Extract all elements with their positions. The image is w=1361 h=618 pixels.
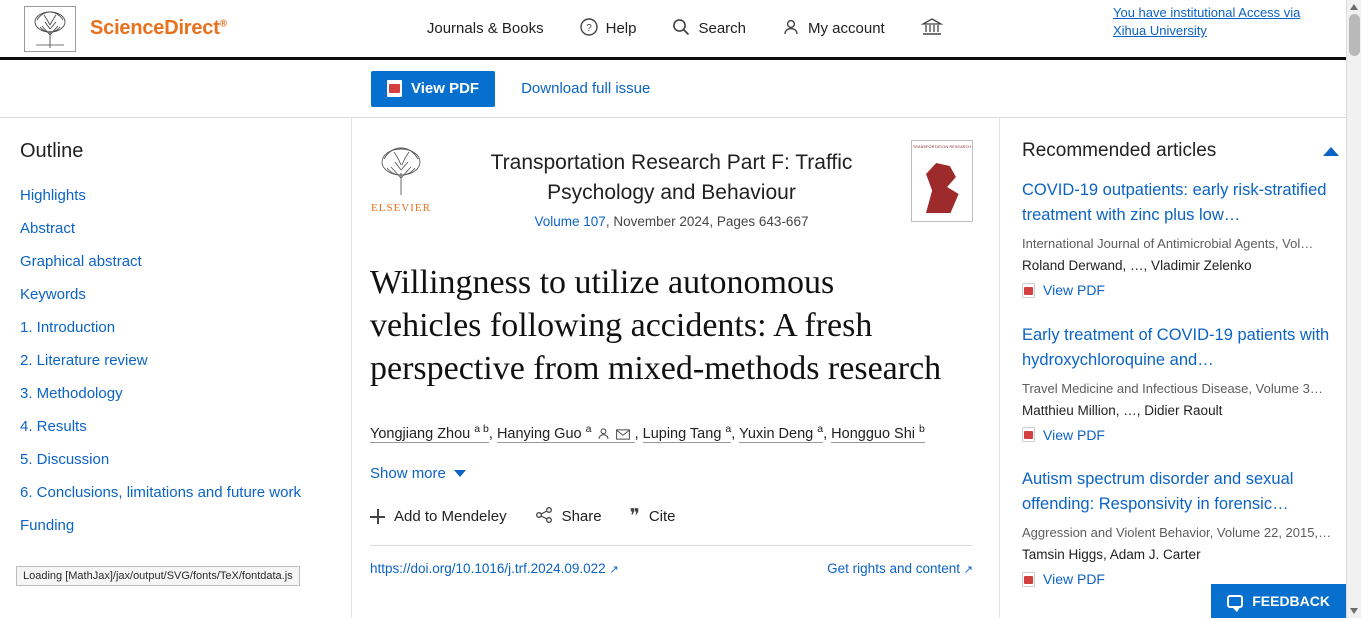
pdf-icon — [1022, 572, 1035, 587]
journal-header — [370, 138, 973, 229]
help-circle-icon — [580, 18, 598, 40]
author-4-affiliation: a — [817, 423, 824, 435]
view-pdf-label: View PDF — [411, 80, 480, 97]
nav-search[interactable] — [672, 18, 746, 40]
pdf-action-bar — [0, 60, 1361, 118]
author-1-affiliation: a b — [474, 423, 489, 435]
external-link-icon: ↗ — [609, 563, 619, 576]
author-sep-2: , — [634, 425, 643, 442]
recommended-item-title[interactable]: COVID-19 outpatients: early risk-stratified treatment with zinc plus low… — [1022, 181, 1327, 224]
recommended-item-view-pdf-label: View PDF — [1043, 282, 1105, 298]
elsevier-wordmark: ELSEVIER — [371, 202, 431, 214]
add-to-mendeley-button[interactable] — [370, 508, 507, 525]
pdf-icon — [1022, 283, 1035, 298]
doi-link[interactable] — [370, 561, 619, 576]
outline-item-highlights[interactable]: Highlights — [20, 187, 86, 204]
sciencedirect-brand[interactable] — [0, 6, 227, 52]
logo-registered-mark: ® — [219, 18, 227, 30]
author-5-affiliation: b — [919, 423, 925, 435]
author-3[interactable] — [642, 423, 732, 443]
plus-icon — [370, 509, 385, 524]
recommended-item-authors: Tamsin Higgs, Adam J. Carter — [1022, 547, 1201, 562]
recommended-item-source: Travel Medicine and Infectious Disease, Volume 3… — [1022, 380, 1323, 396]
outline-item-funding[interactable]: Funding — [20, 517, 75, 534]
main-nav — [427, 17, 943, 41]
outline-sidebar — [0, 118, 352, 618]
outline-title: Outline — [20, 140, 84, 162]
author-sep-4: , — [823, 425, 832, 442]
nav-help[interactable] — [580, 18, 637, 40]
nav-journals-books-label: Journals & Books — [426, 20, 544, 37]
logo-label: ScienceDirect — [90, 17, 220, 39]
recommended-title: Recommended articles — [1022, 140, 1217, 161]
recommended-articles-sidebar — [999, 118, 1361, 618]
doi-text: https://doi.org/10.1016/j.trf.2024.09.022 — [370, 560, 606, 576]
chevron-down-icon — [454, 470, 466, 477]
institutional-access-notice[interactable] — [1113, 4, 1335, 40]
institution-icon — [921, 17, 943, 41]
recommended-item-authors: Roland Derwand, …, Vladimir Zelenko — [1022, 258, 1252, 273]
search-icon — [672, 18, 690, 40]
share-button[interactable] — [535, 507, 602, 527]
mail-icon[interactable] — [616, 423, 630, 449]
person-icon[interactable] — [597, 423, 610, 449]
share-label: Share — [561, 508, 602, 526]
outline-item-introduction[interactable]: 1. Introduction — [20, 319, 116, 336]
recommended-item-view-pdf[interactable] — [1022, 571, 1105, 587]
author-5[interactable] — [831, 423, 925, 443]
journal-cover-thumbnail[interactable] — [911, 140, 973, 222]
outline-item-literature-review[interactable]: 2. Literature review — [20, 352, 148, 369]
article-actions — [370, 507, 973, 546]
outline-list — [20, 179, 331, 542]
author-5-name: Hongguo Shi — [831, 425, 916, 442]
nav-institution[interactable] — [921, 17, 943, 41]
feedback-button[interactable] — [1211, 584, 1346, 618]
journal-cover-artwork — [926, 163, 960, 213]
journal-title-block — [442, 138, 901, 229]
journal-cover-title: TRANSPORTATION RESEARCH — [912, 145, 972, 149]
mathjax-status-bar: Loading [MathJax]/jax/output/SVG/fonts/TeX/fontdata.js — [16, 566, 300, 586]
site-header — [0, 0, 1361, 60]
elsevier-publisher-logo — [370, 138, 432, 214]
elsevier-tree-icon-large — [372, 142, 430, 200]
outline-item-abstract[interactable]: Abstract — [20, 220, 76, 237]
recommended-item-view-pdf-label: View PDF — [1043, 571, 1105, 587]
pdf-icon — [387, 80, 402, 97]
feedback-label: FEEDBACK — [1252, 593, 1330, 609]
author-3-affiliation: a — [725, 423, 732, 435]
recommended-item — [1022, 323, 1339, 448]
download-full-issue-link[interactable]: Download full issue — [521, 80, 651, 97]
journal-issue-meta — [442, 214, 901, 229]
recommended-item-title[interactable]: Early treatment of COVID-19 patients with hydroxychloroquine and… — [1022, 325, 1330, 369]
page-layout — [0, 118, 1361, 618]
recommended-item-view-pdf[interactable] — [1022, 282, 1105, 298]
journal-volume-link[interactable]: Volume 107 — [534, 214, 606, 229]
outline-item-keywords[interactable]: Keywords — [20, 286, 86, 303]
recommended-item-view-pdf[interactable] — [1022, 427, 1105, 443]
outline-item-results[interactable]: 4. Results — [20, 418, 87, 435]
author-3-name: Luping Tang — [642, 425, 722, 442]
author-2-affiliation: a — [585, 423, 592, 435]
outline-item-conclusions[interactable]: 6. Conclusions, limitations and future work — [20, 484, 301, 501]
svg-text:?: ? — [585, 22, 592, 34]
share-icon — [535, 507, 553, 527]
recommended-item-authors: Matthieu Million, …, Didier Raoult — [1022, 402, 1223, 418]
article-title: Willingness to utilize autonomous vehicles following accidents: A fresh perspective from mixed-methods research — [370, 264, 942, 387]
recommended-item — [1022, 178, 1339, 303]
outline-item-methodology[interactable]: 3. Methodology — [20, 385, 123, 402]
nav-my-account[interactable] — [782, 18, 885, 40]
cite-button[interactable] — [629, 505, 676, 527]
article-main — [352, 118, 999, 618]
cite-label: Cite — [648, 508, 676, 526]
elsevier-tree-icon — [24, 6, 76, 52]
author-sep-3: , — [731, 425, 740, 442]
recommended-item-view-pdf-label: View PDF — [1043, 426, 1105, 443]
author-4-name: Yuxin Deng — [739, 425, 814, 442]
access-line-1[interactable]: You have institutional Access via — [1113, 5, 1301, 20]
author-2[interactable] — [496, 423, 635, 443]
doi-rights-row — [370, 561, 973, 576]
rights-text: Get rights and content — [827, 560, 961, 576]
add-to-mendeley-label: Add to Mendeley — [394, 508, 507, 526]
recommended-item — [1022, 467, 1339, 592]
recommended-item-title[interactable]: Autism spectrum disorder and sexual offending: Responsivity in forensic… — [1022, 470, 1294, 513]
author-sep-1: , — [488, 425, 497, 442]
author-list — [370, 416, 973, 449]
person-icon — [782, 18, 800, 40]
pdf-icon — [1022, 427, 1035, 442]
scroll-up-arrow-icon[interactable] — [1350, 4, 1358, 10]
journal-title: Transportation Research Part F: Traffic Psychology and Behaviour — [490, 151, 853, 204]
get-rights-and-content-link[interactable] — [827, 561, 973, 576]
recommended-item-source: Aggression and Violent Behavior, Volume 22, 2015,… — [1022, 525, 1332, 540]
quote-icon: ❞ — [629, 505, 640, 527]
show-more-label: Show more — [370, 464, 446, 482]
scroll-down-arrow-icon[interactable] — [1350, 608, 1358, 614]
sciencedirect-logo-text — [90, 17, 227, 40]
page-scrollbar[interactable] — [1346, 0, 1361, 618]
author-2-name: Hanying Guo — [496, 425, 582, 442]
journal-issue-date-pages: , November 2024, Pages 643-667 — [605, 214, 809, 229]
outline-item-discussion[interactable]: 5. Discussion — [20, 451, 110, 468]
scrollbar-thumb[interactable] — [1349, 14, 1360, 56]
recommended-item-source: International Journal of Antimicrobial Agents, Vol… — [1022, 236, 1314, 251]
nav-journals-books[interactable] — [427, 20, 544, 37]
author-4[interactable] — [739, 423, 824, 443]
chevron-up-icon[interactable] — [1323, 147, 1339, 156]
nav-help-label: Help — [605, 20, 637, 37]
outline-item-graphical-abstract[interactable]: Graphical abstract — [20, 253, 142, 270]
nav-my-account-label: My account — [808, 20, 885, 37]
author-1-name: Yongjiang Zhou — [370, 425, 471, 442]
view-pdf-button[interactable] — [371, 71, 495, 107]
show-more-button[interactable] — [370, 465, 466, 482]
access-line-2[interactable]: Xihua University — [1113, 23, 1207, 38]
external-link-icon: ↗ — [963, 563, 973, 576]
recommended-header — [1022, 140, 1339, 162]
author-1[interactable] — [370, 423, 489, 443]
nav-search-label: Search — [698, 20, 746, 37]
speech-bubble-icon — [1227, 595, 1243, 608]
